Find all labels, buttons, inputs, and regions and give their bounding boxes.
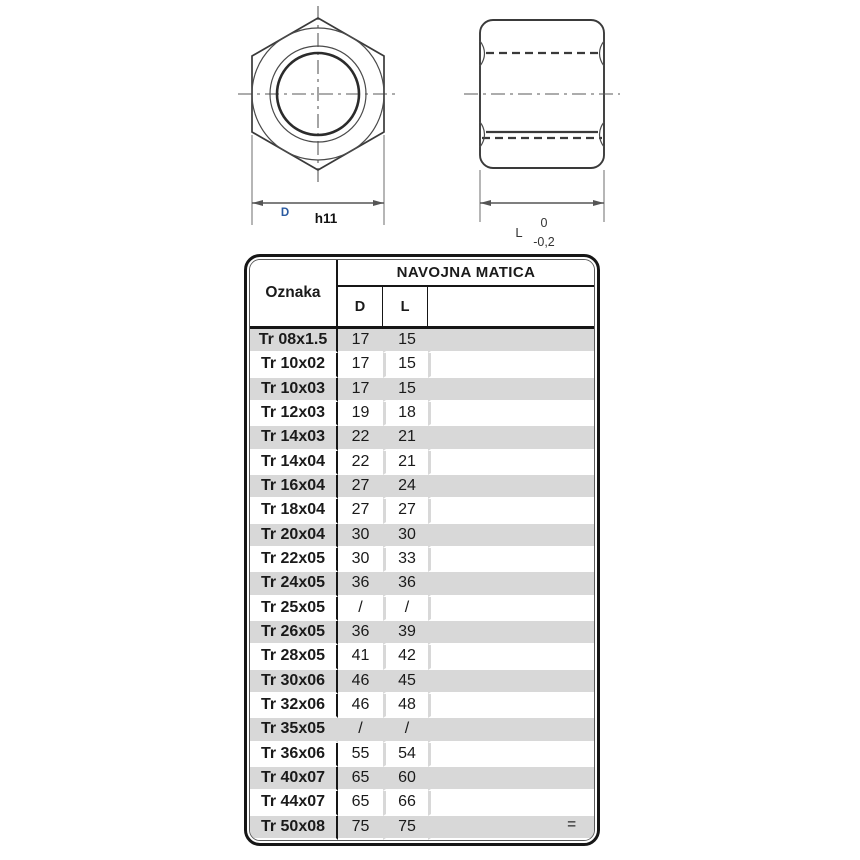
cell-l: 24	[383, 475, 428, 499]
table	[250, 260, 594, 840]
table-row	[250, 548, 594, 572]
nut-dimensions-table	[244, 254, 600, 846]
cell-empty	[428, 718, 594, 742]
table-row	[250, 329, 594, 353]
equals-mark: =	[567, 816, 576, 833]
table-inner-border	[249, 259, 595, 841]
table-row	[250, 451, 594, 475]
cell-oznaka: Tr 26x05	[250, 621, 338, 645]
cell-empty	[428, 572, 594, 596]
cell-l: 36	[383, 572, 428, 596]
dim-tolerance-upper: 0	[540, 216, 548, 230]
cell-oznaka: Tr 12x03	[250, 402, 338, 426]
cell-d: 17	[338, 378, 383, 402]
table-row	[250, 621, 594, 645]
dim-label-l: L	[515, 225, 523, 240]
column-header-oznaka: Oznaka	[250, 260, 338, 329]
cell-l: 27	[383, 499, 428, 523]
cell-l: 15	[383, 329, 428, 353]
cell-l: 21	[383, 426, 428, 450]
cell-d: 46	[338, 670, 383, 694]
arrowhead-right-icon	[593, 200, 604, 206]
cell-l: 18	[383, 402, 428, 426]
cell-d: 17	[338, 353, 383, 377]
cell-d: 22	[338, 426, 383, 450]
cell-empty	[428, 499, 594, 523]
cell-l: 66	[383, 791, 428, 815]
cell-empty	[428, 426, 594, 450]
table-row	[250, 743, 594, 767]
cell-empty	[428, 743, 594, 767]
cell-l: 45	[383, 670, 428, 694]
dim-tolerance-lower: -0,2	[533, 235, 555, 249]
cell-oznaka: Tr 14x04	[250, 451, 338, 475]
arrowhead-right-icon	[373, 200, 384, 206]
table-row	[250, 791, 594, 815]
table-title: NAVOJNA MATICA	[338, 260, 594, 287]
cell-l: 33	[383, 548, 428, 572]
cell-l: 39	[383, 621, 428, 645]
cell-oznaka: Tr 30x06	[250, 670, 338, 694]
cell-d: 46	[338, 694, 383, 718]
cell-d: 65	[338, 791, 383, 815]
table-row	[250, 694, 594, 718]
cell-d: 22	[338, 451, 383, 475]
table-row	[250, 353, 594, 377]
cell-empty	[428, 645, 594, 669]
cell-oznaka: Tr 16x04	[250, 475, 338, 499]
cell-empty	[428, 451, 594, 475]
cell-l: 30	[383, 524, 428, 548]
cell-oznaka: Tr 35x05	[250, 718, 338, 742]
hex-nut-side-view-drawing	[450, 0, 635, 255]
cell-d: 19	[338, 402, 383, 426]
cell-empty	[428, 791, 594, 815]
cell-d: 17	[338, 329, 383, 353]
cell-oznaka: Tr 28x05	[250, 645, 338, 669]
cell-empty	[428, 597, 594, 621]
cell-l: /	[383, 718, 428, 742]
table-row	[250, 524, 594, 548]
cell-d: /	[338, 597, 383, 621]
cell-empty	[428, 329, 594, 353]
column-header-l: L	[383, 287, 428, 329]
cell-empty	[428, 353, 594, 377]
cell-d: 27	[338, 499, 383, 523]
cell-d: 27	[338, 475, 383, 499]
table-row	[250, 475, 594, 499]
table-row	[250, 402, 594, 426]
table-row	[250, 767, 594, 791]
cell-oznaka: Tr 25x05	[250, 597, 338, 621]
cell-oznaka: Tr 40x07	[250, 767, 338, 791]
cell-d: 36	[338, 621, 383, 645]
table-row	[250, 718, 594, 742]
cell-oznaka: Tr 36x06	[250, 743, 338, 767]
cell-l: 42	[383, 645, 428, 669]
cell-d: 36	[338, 572, 383, 596]
cell-empty	[428, 767, 594, 791]
cell-oznaka: Tr 08x1.5	[250, 329, 338, 353]
cell-d: 30	[338, 548, 383, 572]
cell-oznaka: Tr 14x03	[250, 426, 338, 450]
cell-oznaka: Tr 24x05	[250, 572, 338, 596]
dim-label-h11: h11	[314, 211, 338, 226]
cell-d: 65	[338, 767, 383, 791]
cell-l: 48	[383, 694, 428, 718]
cell-l: 21	[383, 451, 428, 475]
cell-oznaka: Tr 44x07	[250, 791, 338, 815]
column-header-extra	[428, 287, 594, 329]
arrowhead-left-icon	[252, 200, 263, 206]
cell-l: /	[383, 597, 428, 621]
cell-empty	[428, 402, 594, 426]
table-row	[250, 645, 594, 669]
cell-l: 54	[383, 743, 428, 767]
cell-empty	[428, 524, 594, 548]
table-row	[250, 426, 594, 450]
cell-empty	[428, 548, 594, 572]
cell-d: /	[338, 718, 383, 742]
table-row	[250, 499, 594, 523]
cell-empty	[428, 694, 594, 718]
cell-empty	[428, 621, 594, 645]
cell-oznaka: Tr 32x06	[250, 694, 338, 718]
table-body	[250, 329, 594, 840]
cell-empty	[428, 670, 594, 694]
cell-oznaka: Tr 50x08	[250, 816, 338, 840]
table-header	[250, 260, 594, 329]
cell-empty	[428, 378, 594, 402]
table-row	[250, 816, 594, 840]
cell-oznaka: Tr 10x02	[250, 353, 338, 377]
table-row	[250, 378, 594, 402]
table-header-row-group	[250, 260, 594, 287]
table-row	[250, 597, 594, 621]
dim-label-d: D	[280, 207, 290, 219]
cell-empty	[428, 475, 594, 499]
cell-d: 55	[338, 743, 383, 767]
cell-oznaka: Tr 18x04	[250, 499, 338, 523]
cell-l: 75	[383, 816, 428, 840]
table-row	[250, 670, 594, 694]
cell-oznaka: Tr 10x03	[250, 378, 338, 402]
cell-oznaka: Tr 22x05	[250, 548, 338, 572]
cell-d: 30	[338, 524, 383, 548]
cell-l: 15	[383, 353, 428, 377]
arrowhead-left-icon	[480, 200, 491, 206]
hex-nut-front-view-drawing	[228, 0, 413, 235]
cell-d: 41	[338, 645, 383, 669]
cell-l: 60	[383, 767, 428, 791]
cell-oznaka: Tr 20x04	[250, 524, 338, 548]
cell-l: 15	[383, 378, 428, 402]
column-header-d: D	[338, 287, 383, 329]
cell-d: 75	[338, 816, 383, 840]
table-row	[250, 572, 594, 596]
